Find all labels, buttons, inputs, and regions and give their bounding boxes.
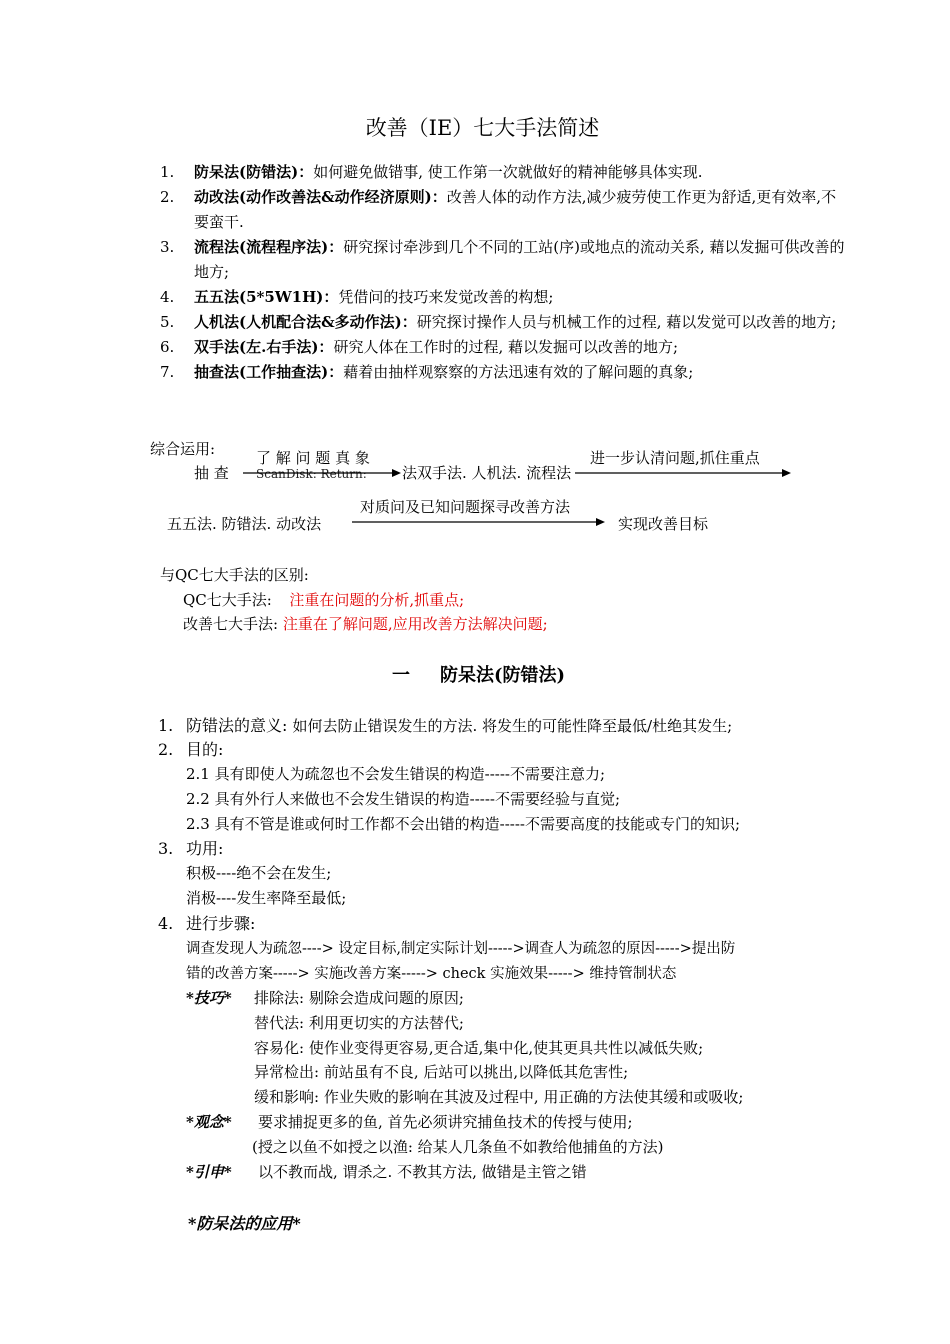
arrow-sampling-to-methods [243,469,401,477]
method-desc: 藉着由抽样观察察的方法迅速有效的了解问题的真象; [343,363,694,381]
method-name: 五五法(5*5W1H) [194,288,324,306]
method-desc: 如何避免做错事, 使工作第一次就做好的精神能够具体实现. [313,163,703,181]
list-item: 3. 流程法(流程程序法)：研究探讨牵涉到几个不同的工站(序)或地点的流动关系, 藉以发掘可供改善的地方; [160,235,850,285]
item-number: 3. [160,238,175,256]
tip-item: 异常检出: 前站虽有不良, 后站可以挑出,以降低其危害性; [254,1063,629,1081]
compare-ie-text: 注重在了解问题,应用改善方法解决问题; [282,615,548,633]
method-desc: 研究探讨牵涉到几个不同的工站(序)或地点的流动关系, 藉以发掘可供改善的地方; [194,238,845,281]
compare-ie-label: 改善七大手法: [183,615,279,633]
flow-label-search: 对质问及已知问题探寻改善方法 [360,498,571,516]
extend-label: *引申* [186,1163,232,1181]
steps-line: 错的改善方案-----> 实施改善方案-----> check 实施效果-----> 维持管制状态 [186,966,677,982]
steps-label: 进行步骤: [186,914,256,933]
item-number: 1. [160,163,175,181]
section-number: 一 [392,665,410,686]
list-item: 6. 双手法(左.右手法)：研究人体在工作时的过程, 藉以发掘可以改善的地方; [160,335,850,360]
function-label: 功用: [186,839,224,858]
application-heading: *防呆法的应用* [188,1214,301,1233]
function-row [158,836,223,859]
concept-text: 要求捕捉更多的鱼, 首先必须讲究捕鱼技术的传授与使用; [258,1113,633,1131]
purpose-label: 目的: [186,740,224,759]
item-number: 1. [158,716,174,735]
flow-arrows [0,0,950,560]
item-number: 4. [158,914,174,933]
method-desc: 改善人体的动作方法,减少疲劳使工作更为舒适,更有效率,不要蛮干. [194,188,837,231]
purpose-row [158,737,223,760]
function-item: 消极----发生率降至最低; [186,889,347,907]
list-item: 7. 抽查法(工作抽查法)：藉着由抽样观察察的方法迅速有效的了解问题的真象; [160,360,850,385]
meaning-label: 防错法的意义: [186,716,288,735]
method-name: 流程法(流程程序法) [194,238,329,256]
tip-item: 缓和影响: 作业失败的影响在其波及过程中, 用正确的方法使其缓和或吸收; [254,1088,744,1106]
flow-overlap-text: ScanDisk: Return: [256,467,367,478]
arrow-methods-to-focus [575,469,791,477]
method-name: 人机法(人机配合法&多动作法) [194,313,402,331]
list-item: 4. 五五法(5*5W1H)：凭借问的技巧来发觉改善的构想; [160,285,850,310]
method-desc: 研究探讨操作人员与机械工作的过程, 藉以发觉可以改善的地方; [416,313,837,331]
method-name: 动改法(动作改善法&动作经济原则) [194,188,432,206]
method-name: 抽查法(工作抽查法) [194,363,329,381]
item-number: 2. [158,740,174,759]
item-number: 3. [158,839,174,858]
purpose-item: 2.3 具有不管是谁或何时工作都不会出错的构造-----不需要高度的技能或专门的知识; [186,815,741,833]
arrow-five-to-goal [352,518,605,526]
extend-text: 以不教而战, 谓杀之. 不教其方法, 做错是主管之错 [258,1163,587,1181]
meaning-text: 如何去防止错误发生的方法. 将发生的可能性降至最低/杜绝其发生; [292,717,733,735]
item-number: 4. [160,288,175,306]
method-desc: 凭借问的技巧来发觉改善的构想; [338,288,554,306]
purpose-item: 2.1 具有即使人为疏忽也不会发生错误的构造-----不需要注意力; [186,765,606,783]
list-item: 1. 防呆法(防错法)：如何避免做错事, 使工作第一次就做好的精神能够具体实现. [160,160,850,185]
flow-label-focus: 进一步认清问题,抓住重点 [590,449,760,467]
compare-heading: 与QC七大手法的区别: [160,566,309,584]
tip-item: 容易化: 使作业变得更容易,更合适,集中化,使其更具共性以减低失败; [254,1039,704,1057]
list-item: 2. 动改法(动作改善法&动作经济原则)：改善人体的动作方法,减少疲劳使工作更为舒适,更有效率,不要蛮干. [160,185,850,235]
document-title: 改善（IE）七大手法简述 [365,116,600,140]
flow-heading: 综合运用: [150,440,216,458]
method-name: 防呆法(防错法) [194,163,299,181]
function-item: 积极----绝不会在发生; [186,864,332,882]
steps-row [158,911,255,934]
compare-qc-row [183,589,464,610]
item-number: 6. [160,338,175,356]
concept-note: (授之以鱼不如授之以渔: 给某人几条鱼不如教给他捕鱼的方法) [252,1138,664,1156]
item-number: 2. [160,188,175,206]
method-desc: 研究人体在工作时的过程, 藉以发掘可以改善的地方; [333,338,679,356]
flow-node-five-methods: 五五法. 防错法. 动改法 [167,515,322,533]
list-item: 5. 人机法(人机配合法&多动作法)：研究探讨操作人员与机械工作的过程, 藉以发觉可以改善的地方; [160,310,850,335]
compare-ie-row [183,613,548,634]
flow-label-understand: 了 解 问 题 真 象 [256,449,370,467]
method-name: 双手法(左.右手法) [194,338,319,356]
tips-label: *技巧* [186,989,232,1007]
flow-node-goal: 实现改善目标 [618,515,709,533]
flow-node-methods: 法双手法. 人机法. 流程法 [402,464,572,482]
item-number: 5. [160,313,175,331]
concept-label: *观念* [186,1113,232,1131]
tip-item: 排除法: 剔除会造成问题的原因; [254,989,464,1007]
item-number: 7. [160,363,175,381]
section-title: 防呆法(防错法) [440,665,566,686]
flow-node-sampling: 抽 查 [194,464,229,482]
steps-line: 调查发现人为疏忽----> 设定目标,制定实际计划----->调查人为疏忽的原因----->提出防 [186,941,736,957]
compare-qc-label: QC七大手法: [183,591,272,609]
tip-item: 替代法: 利用更切实的方法替代; [254,1014,464,1032]
meaning-row [158,713,732,736]
compare-qc-text: 注重在问题的分析,抓重点; [289,591,465,609]
purpose-item: 2.2 具有外行人来做也不会发生错误的构造-----不需要经验与直觉; [186,790,621,808]
